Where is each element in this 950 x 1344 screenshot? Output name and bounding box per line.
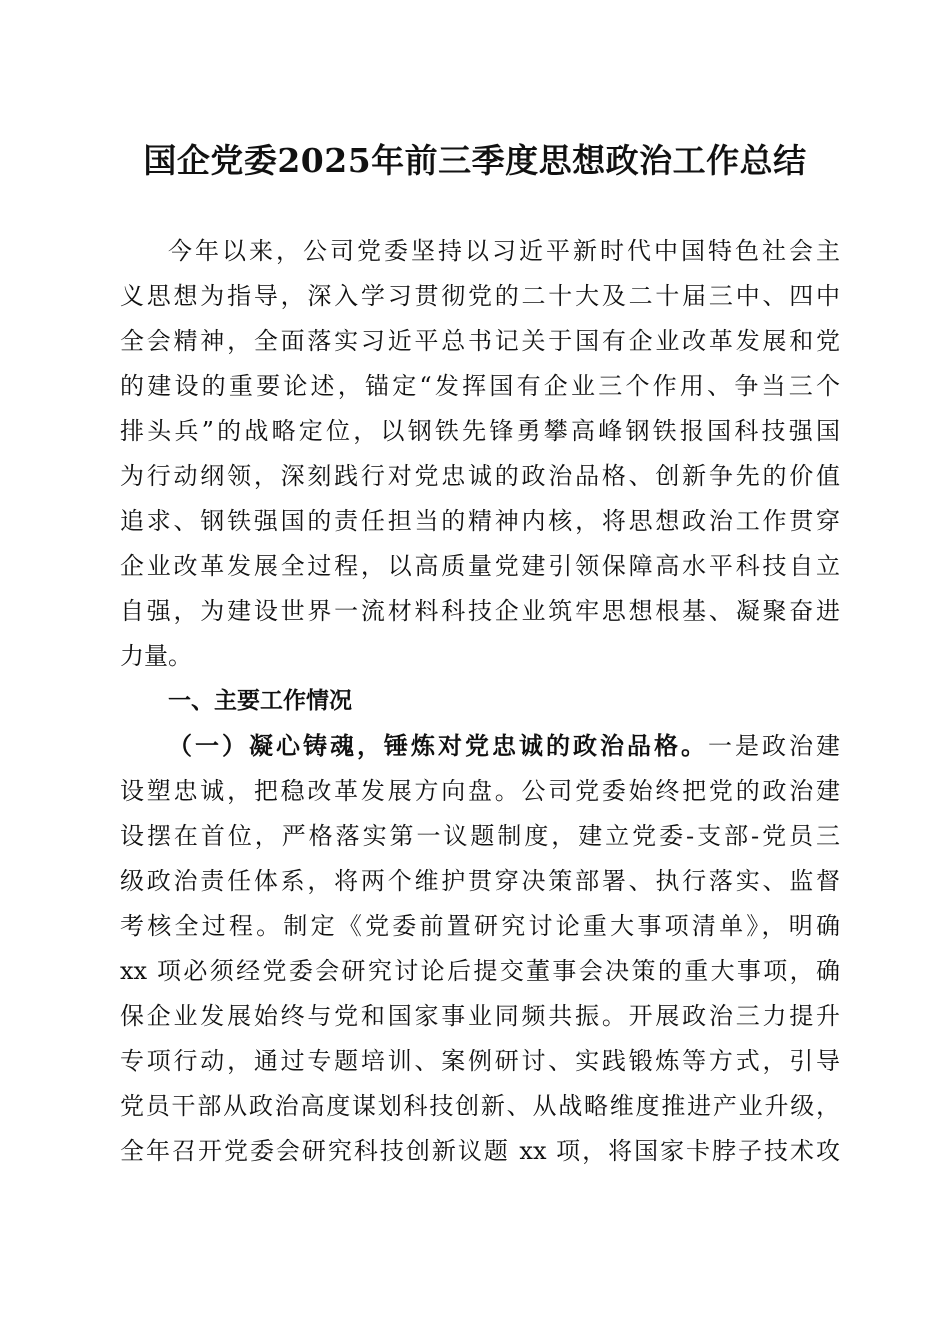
paragraph-line: 的建设的重要论述，锚定“发挥国有企业三个作用、争当三个	[120, 372, 840, 400]
paragraph-line: 全年召开党委会研究科技创新议题 xx 项，将国家卡脖子技术攻	[120, 1137, 840, 1165]
paragraph-line: xx 项必须经党委会研究讨论后提交董事会决策的重大事项，确	[120, 957, 840, 985]
paragraph-line: 企业改革发展全过程，以高质量党建引领保障高水平科技自立	[120, 552, 840, 580]
paragraph-line: 考核全过程。制定《党委前置研究讨论重大事项清单》，明确	[120, 912, 840, 940]
paragraph-line: 设塑忠诚，把稳改革发展方向盘。公司党委始终把党的政治建	[120, 777, 840, 805]
paragraph-line: 义思想为指导，深入学习贯彻党的二十大及二十届三中、四中	[120, 282, 840, 310]
paragraph-line: 追求、钢铁强国的责任担当的精神内核，将思想政治工作贯穿	[120, 507, 840, 535]
paragraph-line: 排头兵”的战略定位，以钢铁先锋勇攀高峰钢铁报国科技强国	[120, 417, 840, 445]
paragraph-line: 专项行动，通过专题培训、案例研讨、实践锻炼等方式，引导	[120, 1047, 840, 1075]
paragraph-line: 保企业发展始终与党和国家事业同频共振。开展政治三力提升	[120, 1002, 840, 1030]
paragraph-line: 全会精神，全面落实习近平总书记关于国有企业改革发展和党	[120, 327, 840, 355]
paragraph-line: 为行动纲领，深刻践行对党忠诚的政治品格、创新争先的价值	[120, 462, 840, 490]
subsection-first-line-text: 一是政治建	[708, 732, 840, 760]
paragraph-line: 自强，为建设世界一流材料科技企业筑牢思想根基、凝聚奋进	[120, 597, 840, 625]
paragraph-line: 党员干部从政治高度谋划科技创新、从战略维度推进产业升级，	[120, 1092, 840, 1120]
paragraph-line: 设摆在首位，严格落实第一议题制度，建立党委-支部-党员三	[120, 822, 840, 850]
section-heading: 一、主要工作情况	[168, 688, 352, 714]
document-title: 国企党委2025年前三季度思想政治工作总结	[143, 141, 807, 180]
subsection-heading: （一）凝心铸魂，锤炼对党忠诚的政治品格。	[168, 732, 708, 760]
paragraph-line	[120, 727, 840, 765]
paragraph-line: 级政治责任体系，将两个维护贯穿决策部署、执行落实、监督	[120, 867, 840, 895]
paragraph-line: 今年以来，公司党委坚持以习近平新时代中国特色社会主	[168, 237, 840, 265]
paragraph-line: 力量。	[120, 642, 192, 670]
